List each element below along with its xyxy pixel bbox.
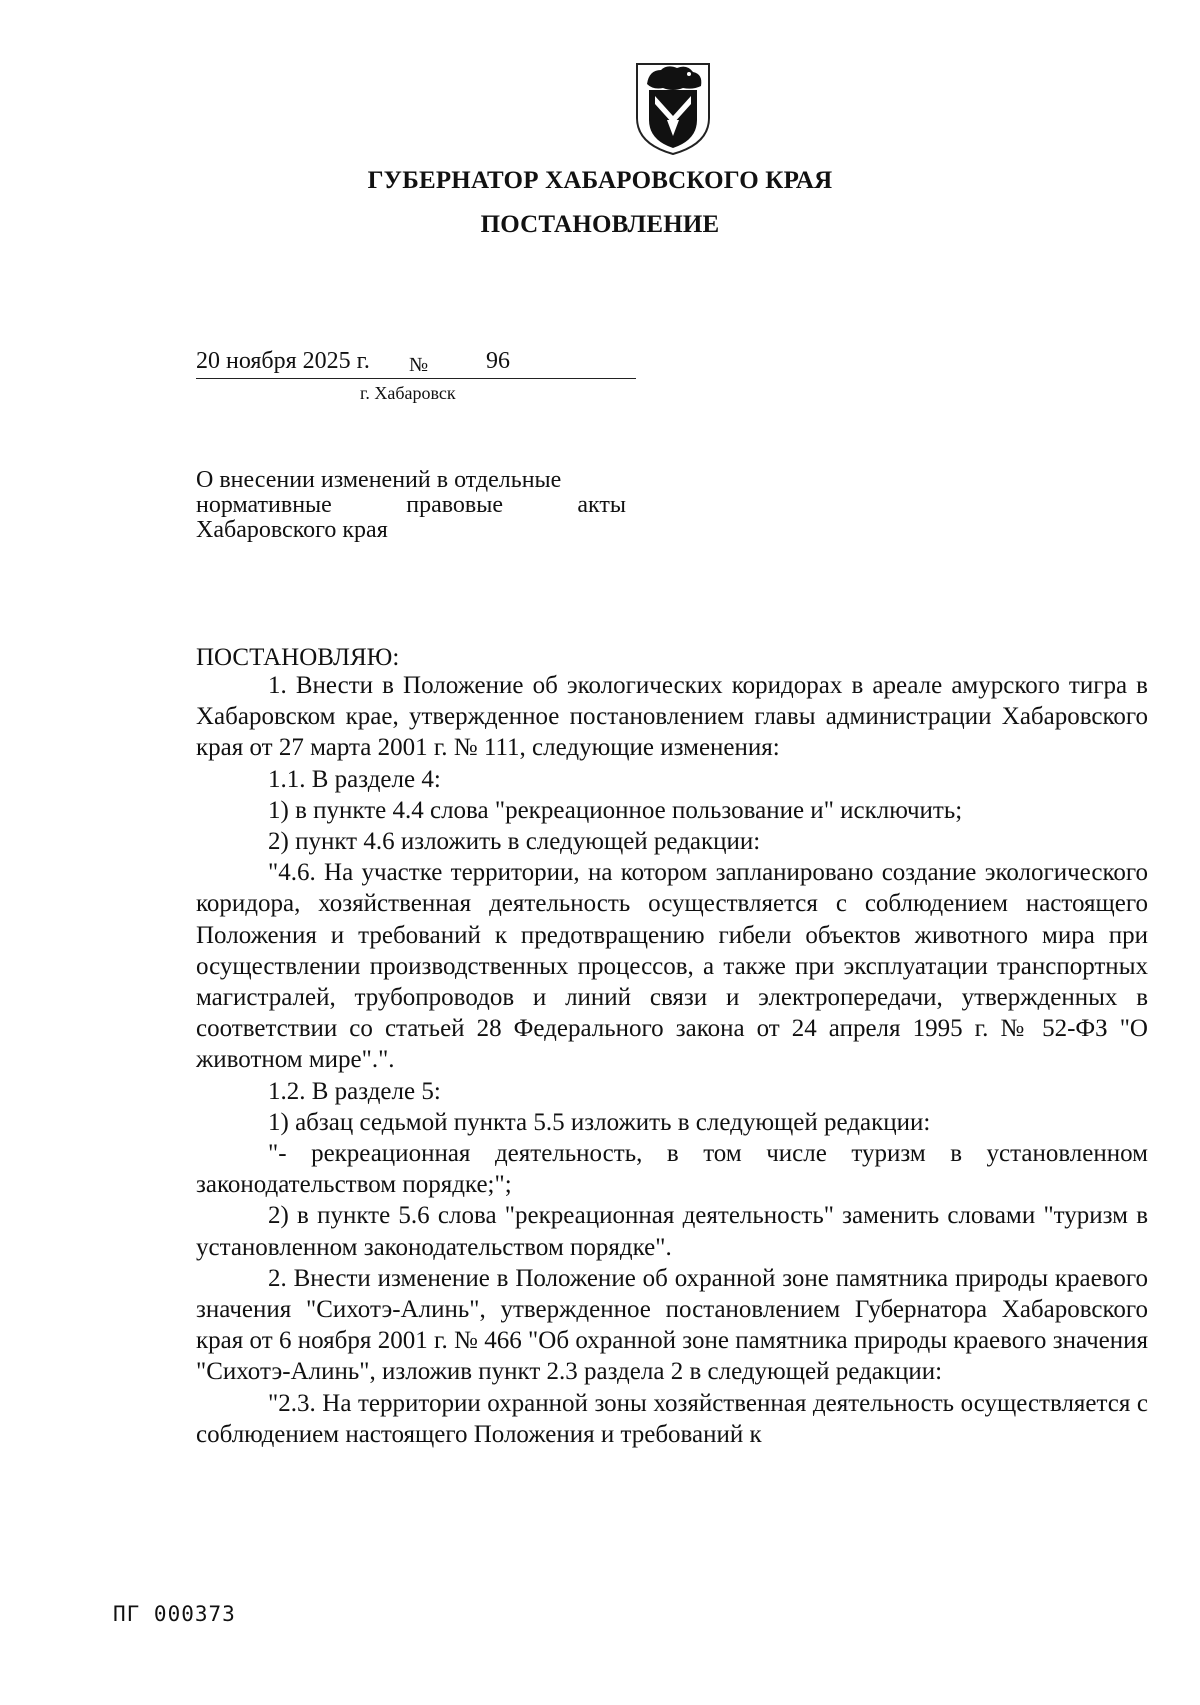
document-subject (196, 468, 626, 543)
paragraph: "4.6. На участке территории, на котором запланировано создание экологического коридора, хозяйственная деятельность осуществляется с соблюдением настоящего Положения и требований к предотвращению гибели объектов животного мира при осуществлении производственных процессов, а также при эксплуатации транспортных магистралей, трубопроводов и линий связи и электропередачи, утвержденных в соответствии со статьей 28 Федерального закона от 24 апреля 1995 г. № 52-ФЗ "О животном мире".". (196, 859, 1148, 1074)
khabarovsk-coat-of-arms-icon (633, 60, 713, 156)
paragraph: 2. Внести изменение в Положение об охранной зоне памятника природы краевого значения "Сихотэ-Алинь", утвержденное постановлением Губернатора Хабаровского края от 6 ноября 2001 г. № 466 "Об охранной зоне памятника природы краевого значения "Сихотэ-Алинь", изложив пункт 2.3 раздела 2 в следующей редакции: (196, 1264, 1148, 1386)
number-sign: № (409, 354, 429, 376)
paragraph: 2) пункт 4.6 изложить в следующей редакции: (268, 828, 761, 856)
paragraph: 1.1. В разделе 4: (268, 765, 441, 793)
decree-word: ПОСТАНОВЛЯЮ: (196, 644, 400, 671)
subject-line: О внесении изменений в отдельные (196, 467, 562, 493)
paragraph: 1. Внести в Положение об экологических коридорах в ареале амурского тигра в Хабаровском крае, утвержденное постановлением главы администрации Хабаровского края от 27 марта 2001 г. № 111, следующие изменения: (196, 672, 1148, 762)
paragraph: 2) в пункте 5.6 слова "рекреационная деятельность" заменить словами "туризм в установленном законодательством порядке". (196, 1202, 1148, 1261)
paragraph: 1.2. В разделе 5: (268, 1077, 441, 1105)
document-type: ПОСТАНОВЛЕНИЕ (480, 211, 720, 238)
date-number-line (196, 348, 636, 379)
subject-line: Хабаровского края (196, 517, 388, 543)
document-date: 20 ноября 2025 г. (196, 348, 370, 374)
paragraph: "- рекреационная деятельность, в том числе туризм в установленном законодательством порядке;"; (196, 1140, 1148, 1199)
paragraph: 1) в пункте 4.4 слова "рекреационное пользование и" исключить; (268, 796, 963, 824)
org-title: ГУБЕРНАТОР ХАБАРОВСКОГО КРАЯ (367, 167, 833, 194)
paragraph: 1) абзац седьмой пункта 5.5 изложить в следующей редакции: (268, 1108, 931, 1136)
coat-of-arms-emblem (633, 60, 713, 156)
paragraph: "2.3. На территории охранной зоны хозяйственная деятельность осуществляется с соблюдением настоящего Положения и требований к (196, 1389, 1148, 1448)
decree-body (196, 670, 1148, 1450)
subject-line: нормативные правовые акты (196, 492, 626, 518)
document-place: г. Хабаровск (360, 383, 456, 403)
document-number: 96 (486, 348, 510, 374)
form-code: ПГ 000373 (113, 1602, 236, 1626)
